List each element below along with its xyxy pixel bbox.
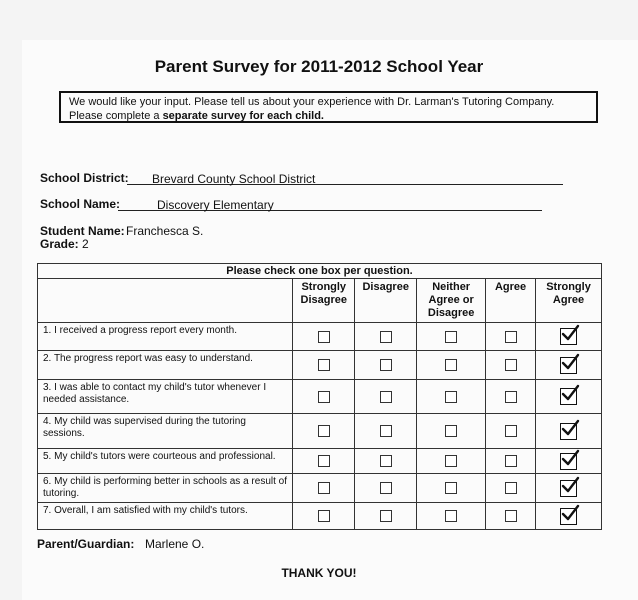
- checkmark-icon: [560, 475, 580, 495]
- column-header-strongly-agree: [536, 279, 602, 323]
- checkbox[interactable]: [380, 331, 392, 343]
- answer-cell-strongly-disagree: [293, 449, 355, 474]
- answer-cell-strongly-agree: [536, 414, 602, 449]
- table-row: [38, 503, 602, 530]
- checkbox[interactable]: [380, 482, 392, 494]
- thank-you-text: THANK YOU!: [281, 566, 357, 580]
- table-row: [38, 474, 602, 503]
- school-name-label: School Name:: [40, 197, 121, 211]
- checkmark-icon: [560, 352, 580, 372]
- header-line: Neither: [432, 281, 471, 293]
- table-row: [38, 323, 602, 351]
- answer-cell-disagree: [355, 414, 417, 449]
- checked-checkbox[interactable]: [560, 480, 577, 497]
- answer-cell-disagree: [355, 449, 417, 474]
- question-text: 4. My child was supervised during the tutoring sessions.: [38, 414, 293, 449]
- answer-cell-strongly-agree: [536, 503, 602, 530]
- column-header-strongly-disagree: [293, 279, 355, 323]
- checkbox[interactable]: [505, 359, 517, 371]
- answer-cell-neither: [417, 474, 486, 503]
- checkbox[interactable]: [318, 425, 330, 437]
- question-header: [38, 279, 293, 323]
- checkbox[interactable]: [318, 455, 330, 467]
- answer-cell-disagree: [355, 323, 417, 351]
- header-line: Strongly: [301, 281, 347, 293]
- checked-checkbox[interactable]: [560, 328, 577, 345]
- answer-cell-strongly-disagree: [293, 351, 355, 380]
- questions-body: [38, 323, 602, 530]
- checkbox[interactable]: [505, 391, 517, 403]
- answer-cell-agree: [486, 474, 536, 503]
- answer-cell-strongly-agree: [536, 380, 602, 414]
- checkbox[interactable]: [445, 455, 457, 467]
- checkmark-icon: [560, 418, 580, 438]
- column-header-disagree: [355, 279, 417, 323]
- column-header-neither: [417, 279, 486, 323]
- checkbox[interactable]: [505, 482, 517, 494]
- checkbox[interactable]: [318, 510, 330, 522]
- answer-cell-neither: [417, 449, 486, 474]
- checkbox[interactable]: [445, 391, 457, 403]
- answer-cell-strongly-disagree: [293, 414, 355, 449]
- page-title: Parent Survey for 2011-2012 School Year: [154, 57, 484, 76]
- question-text: 7. Overall, I am satisfied with my child's tutors.: [38, 503, 293, 530]
- checkmark-icon: [560, 448, 580, 468]
- checked-checkbox[interactable]: [560, 357, 577, 374]
- checkbox[interactable]: [380, 425, 392, 437]
- intro-line-2: [69, 109, 588, 123]
- answer-cell-strongly-agree: [536, 323, 602, 351]
- survey-table: [37, 263, 602, 530]
- parent-guardian-field[interactable]: Marlene O.: [145, 537, 205, 551]
- checkmark-icon: [560, 323, 580, 343]
- checkbox[interactable]: [318, 359, 330, 371]
- checkbox[interactable]: [445, 359, 457, 371]
- answer-cell-agree: [486, 503, 536, 530]
- answer-cell-strongly-agree: [536, 474, 602, 503]
- header-line: Agree or: [428, 294, 474, 306]
- answer-cell-agree: [486, 323, 536, 351]
- school-district-label: School District:: [40, 171, 129, 185]
- column-header-agree: [486, 279, 536, 323]
- answer-cell-neither: [417, 380, 486, 414]
- answer-cell-agree: [486, 351, 536, 380]
- checkbox[interactable]: [318, 331, 330, 343]
- intro-box: [59, 91, 598, 123]
- checked-checkbox[interactable]: [560, 508, 577, 525]
- grade-label: Grade:: [40, 237, 79, 251]
- question-text: 1. I received a progress report every month.: [38, 323, 293, 351]
- checkbox[interactable]: [380, 510, 392, 522]
- answer-cell-neither: [417, 323, 486, 351]
- answer-cell-strongly-disagree: [293, 503, 355, 530]
- answer-cell-disagree: [355, 351, 417, 380]
- answer-cell-strongly-agree: [536, 449, 602, 474]
- question-text: 5. My child's tutors were courteous and professional.: [38, 449, 293, 474]
- intro-line-2-bold: separate survey for each child.: [162, 110, 324, 122]
- checkmark-icon: [560, 503, 580, 523]
- checkbox[interactable]: [318, 482, 330, 494]
- answer-cell-neither: [417, 414, 486, 449]
- checkbox[interactable]: [505, 510, 517, 522]
- header-line: Disagree: [427, 307, 475, 319]
- answer-cell-disagree: [355, 380, 417, 414]
- answer-cell-agree: [486, 414, 536, 449]
- checked-checkbox[interactable]: [560, 453, 577, 470]
- header-line: Agree: [552, 294, 585, 306]
- answer-cell-agree: [486, 380, 536, 414]
- header-line: Disagree: [300, 294, 347, 306]
- answer-cell-strongly-disagree: [293, 474, 355, 503]
- school-district-field[interactable]: Brevard County School District: [152, 172, 316, 186]
- table-instruction-row: [38, 264, 602, 279]
- checkbox[interactable]: [445, 510, 457, 522]
- table-row: [38, 414, 602, 449]
- checkbox[interactable]: [380, 391, 392, 403]
- answer-cell-agree: [486, 449, 536, 474]
- checkbox[interactable]: [380, 359, 392, 371]
- checkbox[interactable]: [380, 455, 392, 467]
- question-text: 2. The progress report was easy to understand.: [38, 351, 293, 380]
- table-row: [38, 351, 602, 380]
- checkbox[interactable]: [505, 455, 517, 467]
- answer-cell-strongly-disagree: [293, 380, 355, 414]
- checkmark-icon: [560, 383, 580, 403]
- checked-checkbox[interactable]: [560, 423, 577, 440]
- grade-field[interactable]: 2: [82, 237, 89, 251]
- intro-line-1: We would like your input. Please tell us about your experience with Dr. Larman's Tutoring Company.: [69, 96, 555, 108]
- student-name-field[interactable]: Franchesca S.: [126, 224, 204, 238]
- answer-cell-neither: [417, 351, 486, 380]
- checked-checkbox[interactable]: [560, 388, 577, 405]
- question-text: 3. I was able to contact my child's tutor whenever I needed assistance.: [38, 380, 293, 414]
- checkbox[interactable]: [445, 482, 457, 494]
- intro-line-2-prefix: Please complete a: [69, 110, 163, 122]
- checkbox[interactable]: [505, 425, 517, 437]
- checkbox[interactable]: [318, 391, 330, 403]
- answer-cell-disagree: [355, 474, 417, 503]
- header-line: Agree: [494, 281, 527, 293]
- table-row: [38, 380, 602, 414]
- table-instruction: Please check one box per question.: [38, 264, 602, 279]
- answer-cell-strongly-disagree: [293, 323, 355, 351]
- table-row: [38, 449, 602, 474]
- school-name-field[interactable]: Discovery Elementary: [157, 198, 274, 212]
- answer-cell-disagree: [355, 503, 417, 530]
- table-header-row: [38, 279, 602, 323]
- header-line: Disagree: [362, 281, 409, 293]
- checkbox[interactable]: [505, 331, 517, 343]
- question-text: 6. My child is performing better in schools as a result of tutoring.: [38, 474, 293, 503]
- checkbox[interactable]: [445, 425, 457, 437]
- header-line: Strongly: [546, 281, 591, 293]
- parent-guardian-label: Parent/Guardian:: [37, 537, 135, 551]
- checkbox[interactable]: [445, 331, 457, 343]
- answer-cell-strongly-agree: [536, 351, 602, 380]
- answer-cell-neither: [417, 503, 486, 530]
- student-name-label: Student Name:: [40, 224, 125, 238]
